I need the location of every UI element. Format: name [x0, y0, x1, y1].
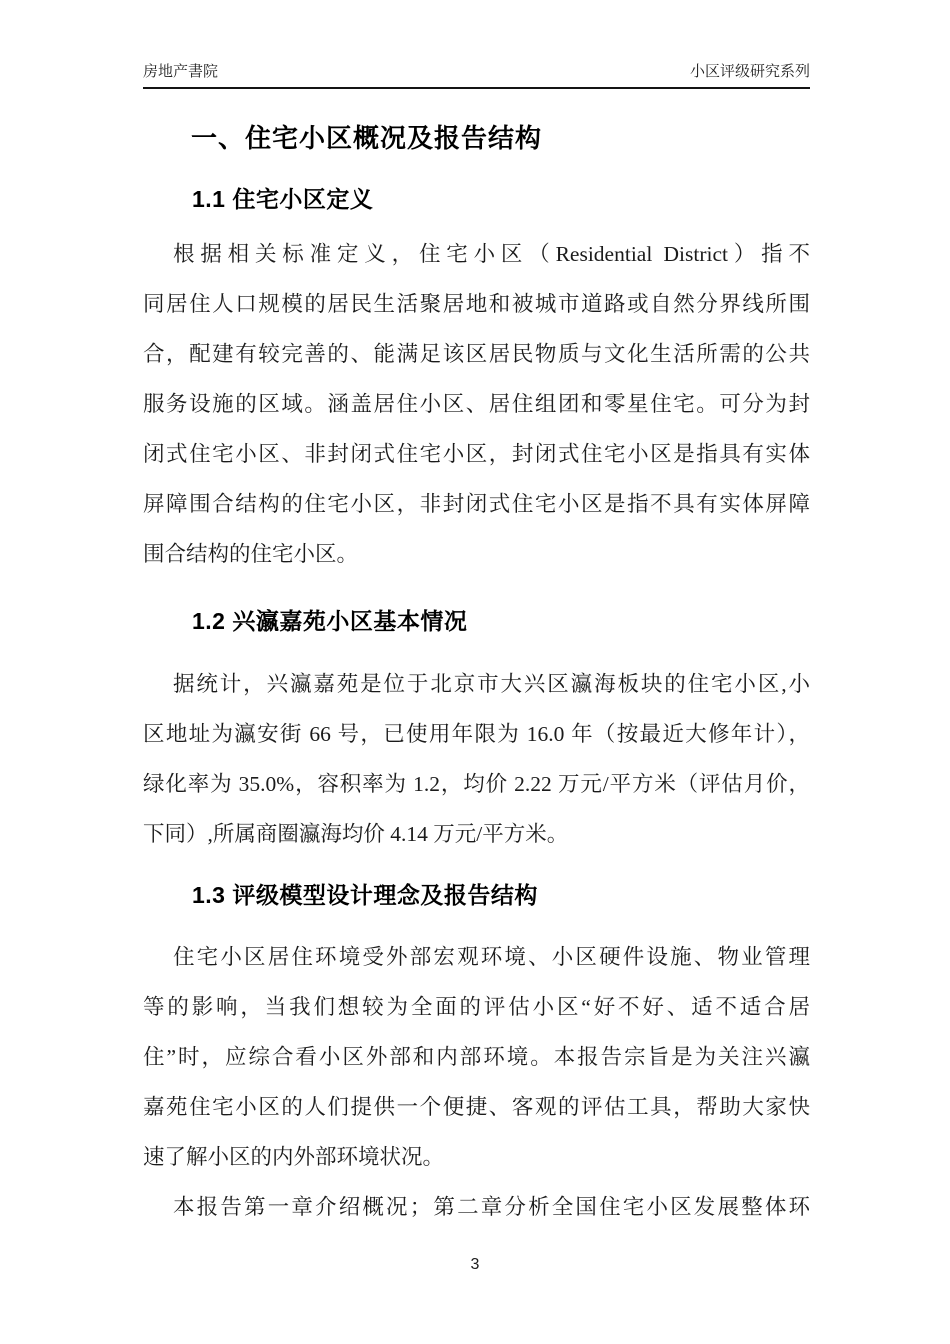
text-line: 住宅小区居住环境受外部宏观环境、小区硬件设施、物业管理	[173, 945, 810, 969]
text-line: 速了解小区的内外部环境状况。	[143, 1145, 445, 1169]
text-line: 屏障围合结构的住宅小区，非封闭式住宅小区是指不具有实体屏障	[143, 492, 810, 516]
text-line: 闭式住宅小区、非封闭式住宅小区，封闭式住宅小区是指具有实体	[143, 442, 810, 466]
header-right-label: 小区评级研究系列	[689, 63, 810, 80]
page-number: 3	[470, 1256, 480, 1273]
section-heading-1-1: 1.1 住宅小区定义	[192, 186, 374, 212]
section-heading-1-3: 1.3 评级模型设计理念及报告结构	[192, 882, 538, 908]
page-footer	[0, 1256, 950, 1274]
paragraph-definition	[143, 229, 810, 579]
chapter-title: 一、住宅小区概况及报告结构	[191, 123, 543, 153]
section-heading-1-2: 1.2 兴瀛嘉苑小区基本情况	[192, 608, 468, 634]
text-line: 等的影响，当我们想较为全面的评估小区“好不好、适不适合居	[143, 995, 810, 1019]
text-line: 围合结构的住宅小区。	[143, 542, 359, 566]
document-page	[143, 0, 810, 1232]
text-line: 同居住人口规模的居民生活聚居地和被城市道路或自然分界线所围	[143, 292, 810, 316]
text-line: 住”时，应综合看小区外部和内部环境。本报告宗旨是为关注兴瀛	[143, 1045, 810, 1069]
paragraph-model-concept	[143, 932, 810, 1182]
text-line: 服务设施的区域。涵盖居住小区、居住组团和零星住宅。可分为封	[143, 392, 810, 416]
text-line: 下同）,所属商圈瀛海均价 4.14 万元/平方米。	[143, 822, 569, 846]
text-line: 本报告第一章介绍概况；第二章分析全国住宅小区发展整体环	[173, 1195, 810, 1219]
paragraph-report-structure	[143, 1182, 810, 1232]
text-line: 根据相关标准定义，住宅小区（Residential District）指不	[173, 242, 810, 266]
text-line: 据统计，兴瀛嘉苑是位于北京市大兴区瀛海板块的住宅小区,小	[173, 672, 810, 696]
text-line: 嘉苑住宅小区的人们提供一个便捷、客观的评估工具，帮助大家快	[143, 1095, 810, 1119]
paragraph-basic-info	[143, 659, 810, 859]
header-left-label: 房地产書院	[143, 63, 219, 80]
text-line: 绿化率为 35.0%，容积率为 1.2，均价 2.22 万元/平方米（评估月价，	[143, 772, 810, 796]
text-line: 区地址为瀛安街 66 号，已使用年限为 16.0 年（按最近大修年计），	[143, 722, 810, 746]
page-header	[143, 62, 810, 89]
text-line: 合，配建有较完善的、能满足该区居民物质与文化生活所需的公共	[143, 342, 810, 366]
